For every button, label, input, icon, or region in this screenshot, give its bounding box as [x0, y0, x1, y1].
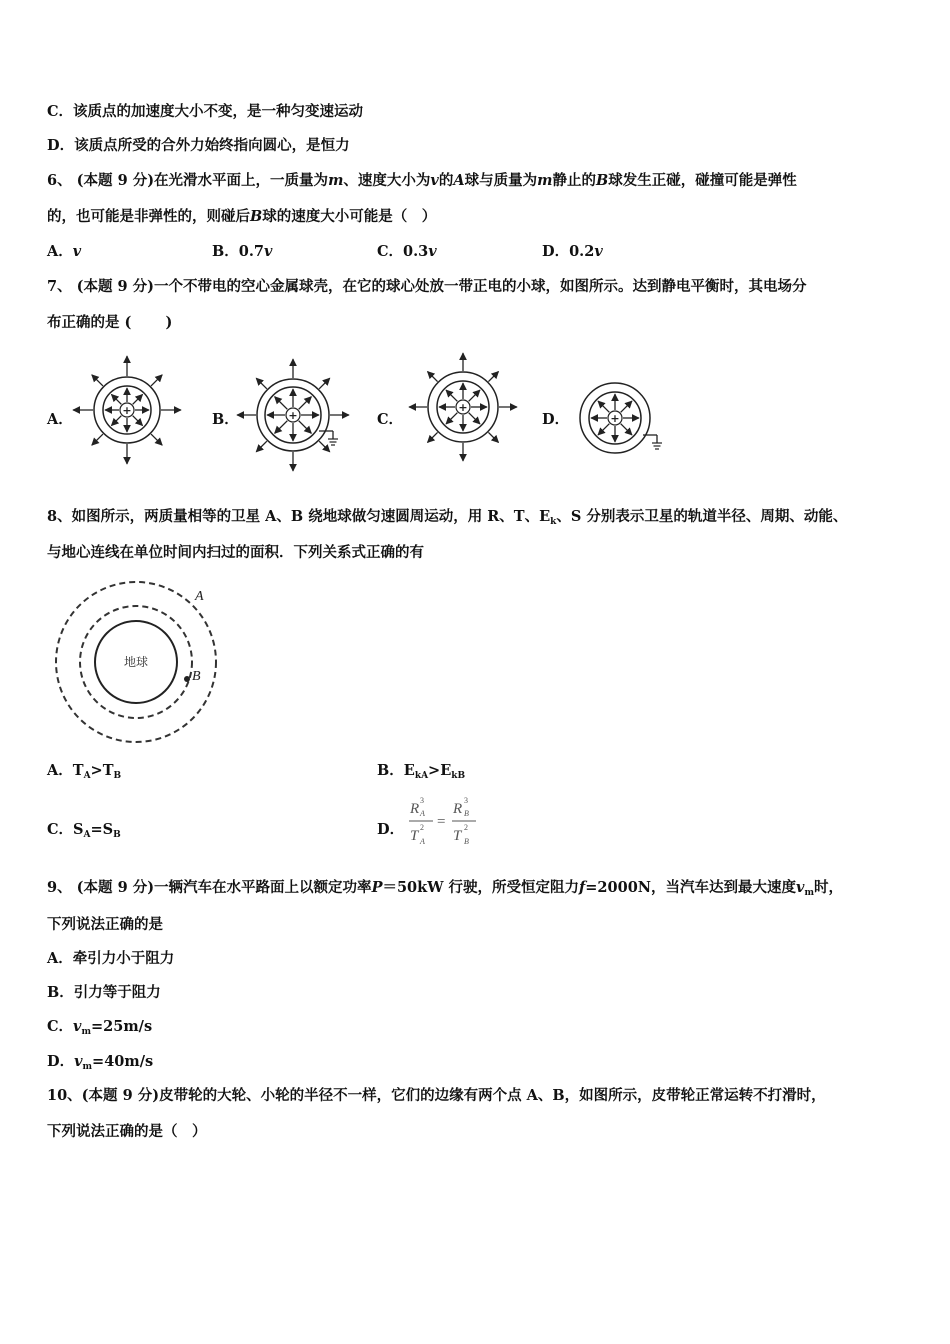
svg-text:T: T	[410, 828, 419, 844]
q6-ball-b: B	[595, 172, 609, 189]
field-arrow-inner	[111, 416, 121, 426]
plus-sign: +	[122, 404, 132, 417]
q7-figures	[0, 345, 950, 475]
field-arrow-inner	[111, 394, 121, 404]
field-arrow-inner	[275, 421, 288, 434]
q6-stem-line1	[47, 171, 797, 191]
svg-text:3: 3	[420, 796, 424, 805]
q6-ball-a: A	[453, 172, 465, 189]
satellite-a-label: A	[195, 589, 204, 604]
q8-option-d-label: D．	[377, 821, 405, 838]
q6-text: (本题 9 分)在光滑水平面上，一质量为	[76, 172, 329, 189]
field-arrow-inner	[598, 401, 609, 412]
field-arrow-inner	[299, 421, 312, 434]
field-arrow-inner	[621, 424, 632, 435]
q6-velocity-symbol: v	[430, 172, 439, 189]
satellite-b-dot	[184, 676, 190, 682]
q9-option-b: B．引力等于阻力	[47, 984, 161, 1001]
field-arrow-outer	[488, 432, 498, 442]
q6-option-a: A．v	[47, 243, 82, 260]
field-arrow-outer	[428, 432, 438, 442]
q7-figure-c	[409, 353, 517, 461]
q6-ball-b: B	[250, 208, 263, 225]
field-arrow-inner	[299, 397, 312, 410]
field-arrow-inner	[275, 397, 288, 410]
svg-text:R: R	[410, 801, 420, 817]
field-arrow-outer	[488, 372, 498, 382]
plus-sign: +	[610, 412, 620, 425]
field-arrow-inner	[133, 394, 143, 404]
q10-stem-line1: 10、(本题 9 分)皮带轮的大轮、小轮的半径不一样，它们的边缘有两个点 A、B，如图所示，皮带轮正常运转不打滑时，	[47, 1087, 826, 1104]
svg-text:=: =	[437, 814, 446, 830]
q6-mass-symbol: m	[328, 172, 344, 189]
field-arrow-outer	[319, 441, 330, 452]
q6-option-c: C．0.3v	[377, 243, 437, 260]
field-arrow-outer	[256, 441, 267, 452]
q10-stem-line2: 下列说法正确的是（ ）	[47, 1123, 207, 1140]
q8-option-c: C．$S_A=S_B$	[47, 821, 121, 840]
q9-option-c: C．$v_m=25m/s$	[47, 1018, 153, 1037]
q8-stem-line2: 与地心连线在单位时间内扫过的面积．下列关系式正确的有	[47, 544, 424, 561]
q8-option-d-formula	[406, 794, 486, 850]
q5-option-c: C．该质点的加速度大小不变，是一种匀变速运动	[47, 103, 364, 120]
earth-label: 地球	[123, 655, 149, 669]
field-arrow-inner	[621, 401, 632, 412]
q6-text: 的，也可能是非弹性的，则碰后	[47, 208, 250, 225]
field-arrow-inner	[446, 413, 457, 424]
q6-text: 球与质量为	[464, 172, 538, 189]
field-arrow-inner	[446, 390, 457, 401]
svg-text:2: 2	[464, 823, 468, 832]
q7-option-d-label: D．	[542, 411, 570, 428]
q7-stem-line2: 布正确的是 ( )	[47, 314, 173, 331]
q7-option-a-label: A．	[47, 411, 73, 428]
q6-text: 球发生正碰，碰撞可能是弹性	[608, 172, 797, 189]
field-arrow-inner	[598, 424, 609, 435]
q9-stem-line1: 9、 (本题 9 分)一辆汽车在水平路面上以额定功率P＝50kW 行驶，所受恒定阻力f=2000N，当汽车达到最大速度$v_m$时，	[47, 879, 844, 898]
q6-text: 球的速度大小可能是（ ）	[262, 208, 437, 225]
q6-stem-line2	[47, 207, 436, 227]
svg-text:3: 3	[464, 796, 468, 805]
field-arrow-inner	[133, 416, 143, 426]
q6-number: 6、	[47, 172, 72, 189]
field-arrow-outer	[256, 378, 267, 389]
q7-figure-d	[580, 383, 662, 453]
satellite-b-label: B	[192, 669, 201, 684]
plus-sign: +	[458, 401, 468, 414]
field-arrow-inner	[469, 413, 480, 424]
q8-option-b: B．$E_{kA}>E_{kB}$	[377, 762, 466, 781]
q7-stem-line1: 7、 (本题 9 分)一个不带电的空心金属球壳，在它的球心处放一带正电的小球，如图所示。达到静电平衡时，其电场分	[47, 278, 807, 295]
q6-option-b: B．0.7v	[212, 243, 273, 260]
q6-text: 、速度大小为	[343, 172, 431, 189]
q8-option-a: A．$T_A>T_B$	[47, 762, 122, 781]
q8-stem-line1: 8、如图所示，两质量相等的卫星 A、B 绕地球做匀速圆周运动，用 R、T、$E_k$、S 分别表示卫星的轨道半径、周期、动能、	[47, 508, 848, 527]
field-arrow-outer	[319, 378, 330, 389]
svg-text:A: A	[420, 809, 425, 818]
q6-text: 的	[438, 172, 454, 189]
q9-option-a: A．牵引力小于阻力	[47, 950, 175, 967]
q9-stem-line2: 下列说法正确的是	[47, 916, 163, 933]
field-arrow-outer	[151, 434, 162, 445]
field-arrow-outer	[92, 375, 103, 386]
svg-text:B: B	[464, 809, 469, 818]
q6-mass-symbol: m	[537, 172, 553, 189]
svg-text:B: B	[464, 837, 469, 846]
q7-figure-b	[237, 359, 349, 471]
svg-text:2: 2	[420, 823, 424, 832]
q9-option-d: D．$v_m=40m/s$	[47, 1053, 154, 1072]
q8-orbit-figure	[50, 578, 225, 750]
plus-sign: +	[288, 409, 298, 422]
field-arrow-outer	[92, 434, 103, 445]
svg-text:A: A	[420, 837, 425, 846]
svg-text:R: R	[453, 801, 463, 817]
q6-option-d: D．0.2v	[542, 243, 603, 260]
q7-option-c-label: C．	[377, 411, 404, 428]
q7-option-b-label: B．	[212, 411, 239, 428]
field-arrow-inner	[469, 390, 480, 401]
q7-figure-a	[73, 356, 181, 464]
q5-option-d: D．该质点所受的合外力始终指向圆心，是恒力	[47, 137, 350, 154]
field-arrow-outer	[151, 375, 162, 386]
svg-text:T: T	[453, 828, 462, 844]
q6-text: 静止的	[552, 172, 596, 189]
field-arrow-outer	[428, 372, 438, 382]
